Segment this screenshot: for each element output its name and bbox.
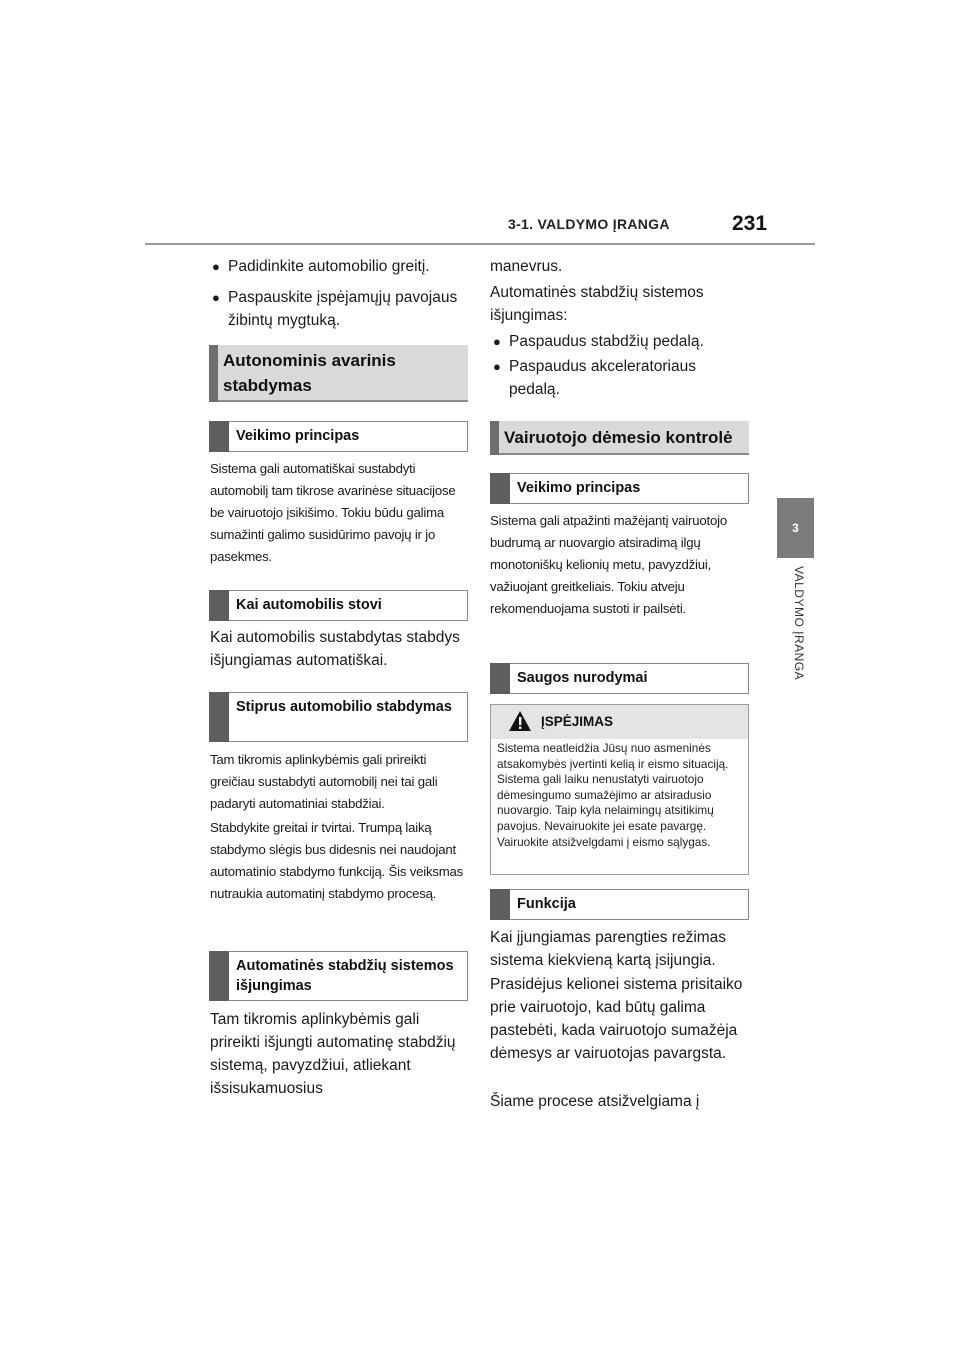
subheading-bar <box>209 590 229 621</box>
header-divider <box>145 243 815 245</box>
paragraph: Sistema gali atpažinti mažėjantį vairuotojo budrumą ar nuovargio atsiradimą ilgų monotoniškų kelionių metu, pavyzdžiui, važiuojant greitkeliais. Tokiu atveju rekomenduojama sustoti ir pailsėti. <box>490 513 727 616</box>
subheading-box <box>209 421 468 452</box>
bullet-icon: ● <box>212 259 220 274</box>
subheading-bar <box>209 951 229 1001</box>
subheading-box <box>209 951 468 1001</box>
paragraph: Tam tikromis aplinkybėmis gali prireikti išjungti automatinę stabdžių sistemą, pavyzdžiui, atliekant išsisukamuosius <box>210 1011 456 1097</box>
subheading-box <box>209 692 468 742</box>
heading-bar <box>209 345 218 402</box>
subheading: Kai automobilis stovi <box>236 597 382 613</box>
section-heading: Autonominis avarinis stabdymas <box>223 351 396 395</box>
subheading-bar <box>490 663 510 694</box>
paragraph: Kai įjungiamas parengties režimas sistema kiekvieną kartą įsijungia. <box>490 929 727 969</box>
warning-box <box>490 704 749 875</box>
subheading: Veikimo principas <box>517 480 641 496</box>
subheading: Automatinės stabdžių sistemos išjungimas <box>236 958 454 994</box>
list-item: ● Paspaudus stabdžių pedalą. <box>509 330 749 353</box>
section-heading: Vairuotojo dėmesio kontrolė <box>504 428 733 447</box>
subheading-bar <box>209 421 229 452</box>
warning-icon <box>508 710 532 737</box>
warning-text: Sistema neatleidžia Jūsų nuo asmeninės atsakomybės įvertinti kelią ir eismo situaciją. Sistema gali laiku nenustatyti vairuotojo dėmesingumo sumažėjimo ar atsiradusio nuovargio. Taip kyla nelaimingų atsitikimų pavojus. Nevairuokite jei esate pavargę. Vairuokite atsižvelgdami į eismo sąlygas. <box>497 741 729 849</box>
heading-bar <box>490 421 499 455</box>
subheading-box <box>490 473 749 504</box>
paragraph: Tam tikromis aplinkybėmis gali prireikti greičiau sustabdyti automobilį nei tai gali padaryti automatiniai stabdžiai. <box>210 752 438 811</box>
paragraph: Prasidėjus kelionei sistema prisitaiko prie vairuotojo, kad būtų galima pastebėti, kada vairuotojo sumažėja dėmesys ar vairuotojas pavargsta. <box>490 976 743 1062</box>
subheading-box <box>490 663 749 694</box>
warning-title: ĮSPĖJIMAS <box>541 714 614 729</box>
paragraph: manevrus. <box>490 258 563 275</box>
page-number: 231 <box>732 212 768 235</box>
subheading: Veikimo principas <box>236 428 360 444</box>
section-heading-box <box>490 421 749 455</box>
chapter-tab <box>777 498 814 558</box>
chapter-number: 3 <box>792 521 799 535</box>
section-heading-box <box>209 345 468 402</box>
paragraph: Šiame procese atsižvelgiama į <box>490 1093 700 1110</box>
list-item: ● Padidinkite automobilio greitį. <box>228 255 473 278</box>
section-title: 3-1. VALDYMO ĮRANGA <box>508 216 670 232</box>
chapter-label: VALDYMO ĮRANGA <box>792 566 806 681</box>
subheading: Saugos nurodymai <box>517 670 648 686</box>
paragraph: Automatinės stabdžių sistemos išjungimas: <box>490 284 704 324</box>
paragraph: Kai automobilis sustabdytas stabdys išjungiamas automatiškai. <box>210 629 460 669</box>
bullet-icon: ● <box>493 359 501 374</box>
subheading: Stiprus automobilio stabdymas <box>236 699 452 715</box>
subheading-bar <box>209 692 229 742</box>
subheading-box <box>490 889 749 920</box>
subheading: Funkcija <box>517 896 576 912</box>
subheading-bar <box>490 889 510 920</box>
paragraph: Stabdykite greitai ir tvirtai. Trumpą laiką stabdymo slėgis bus didesnis nei naudojant automatinio stabdymo funkciją. Šis veiksmas nutraukia automatinį stabdymo procesą. <box>210 820 464 901</box>
subheading-box <box>209 590 468 621</box>
subheading-bar <box>490 473 510 504</box>
bullet-icon: ● <box>212 290 220 305</box>
bullet-icon: ● <box>493 334 501 349</box>
list-item: ● Paspaudus akceleratoriaus pedalą. <box>509 355 734 401</box>
list-item: ● Paspauskite įspėjamųjų pavojaus žibintų mygtuką. <box>228 286 473 332</box>
paragraph: Sistema gali automatiškai sustabdyti automobilį tam tikrose avarinėse situacijose be vairuotojo įsikišimo. Tokiu būdu galima sumažinti galimo susidūrimo pavojų ir jo pasekmes. <box>210 461 456 564</box>
